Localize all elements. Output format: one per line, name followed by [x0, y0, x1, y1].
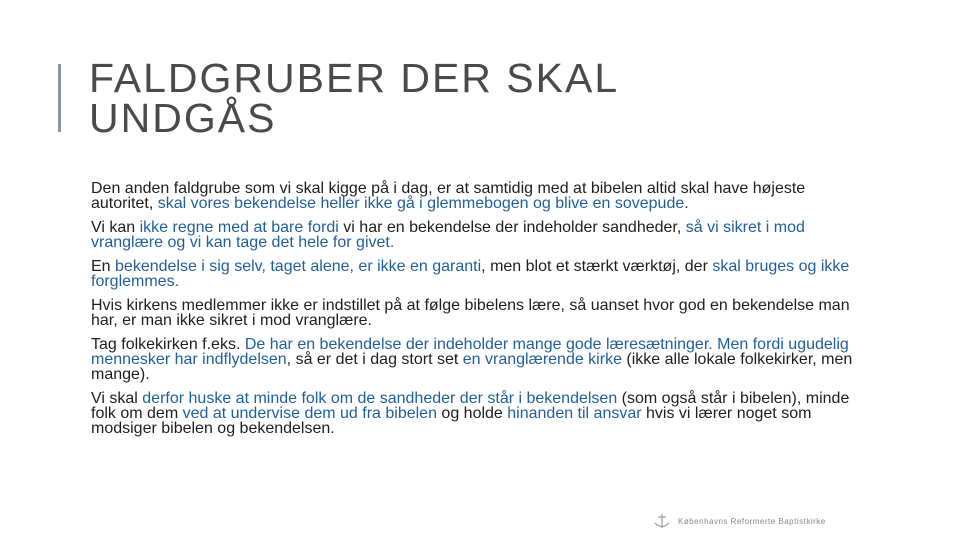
body-paragraph — [91, 220, 861, 250]
body-paragraph — [91, 259, 861, 289]
church-logo — [652, 513, 826, 529]
slide-title-line: FALDGRUBER DER SKAL — [89, 55, 620, 101]
body-paragraph — [91, 391, 861, 436]
paragraph-text: hvis vi lærer noget som modsiger bibelen og bekendelsen. — [91, 405, 812, 437]
highlighted-text: bekendelse i sig selv, taget alene, er ikke en garanti — [115, 258, 482, 275]
highlighted-text: skal vores bekendelse heller ikke gå i glemmebogen og blive en sovepude — [157, 195, 685, 212]
body-paragraph — [91, 298, 861, 328]
paragraph-text: Vi skal — [91, 390, 143, 407]
paragraph-text: (ikke alle lokale folkekirker, men mange). — [91, 351, 853, 383]
anchor-icon — [652, 513, 672, 529]
highlighted-text: ikke regne med at bare fordi — [139, 219, 339, 236]
paragraph-text: Tag folkekirken f.eks. — [91, 336, 245, 353]
paragraph-text: En — [91, 258, 116, 275]
paragraph-text: . — [684, 195, 689, 212]
slide-title — [89, 55, 849, 141]
highlighted-text: så vi sikret i mod vranglære og vi kan tage det hele for givet. — [91, 219, 805, 251]
paragraph-text: Vi kan — [91, 219, 140, 236]
slide-title-line: UNDGÅS — [89, 95, 277, 141]
highlighted-text: ved at undervise dem ud fra bibelen — [182, 405, 437, 422]
paragraph-text: , så er det i dag stort set — [286, 351, 463, 368]
highlighted-text: derfor huske at minde folk om de sandheder der står i bekendelsen — [142, 390, 618, 407]
paragraph-text: (som også står i bibelen), minde folk om dem — [91, 390, 850, 422]
paragraph-text: vi har en bekendelse der indeholder sandheder, — [338, 219, 686, 236]
paragraph-text: og holde — [436, 405, 508, 422]
paragraph-text: Hvis kirkens medlemmer ikke er indstillet på at følge bibelens lære, så uanset hvor god en bekendelse man har, er man ikke sikret i mod vranglære. — [91, 297, 850, 329]
paragraph-text: Den anden faldgrube som vi skal kigge på i dag, er at samtidig med at bibelen altid skal have højeste autoritet, — [91, 180, 806, 212]
logo-text: Københavns Reformerte Baptistkirke — [678, 516, 826, 526]
highlighted-text: hinanden til ansvar — [507, 405, 642, 422]
title-accent-bar — [58, 64, 61, 132]
slide-body — [91, 181, 861, 445]
highlighted-text: en vranglærende kirke — [462, 351, 622, 368]
body-paragraph — [91, 181, 861, 211]
paragraph-text: , men blot et stærkt værktøj, der — [481, 258, 713, 275]
highlighted-text: skal bruges og ikke forglemmes. — [91, 258, 850, 290]
highlighted-text: De har en bekendelse der indeholder mange gode læresætninger. Men fordi ugudelig mennesker har indflydelsen — [91, 336, 849, 368]
body-paragraph — [91, 337, 861, 382]
